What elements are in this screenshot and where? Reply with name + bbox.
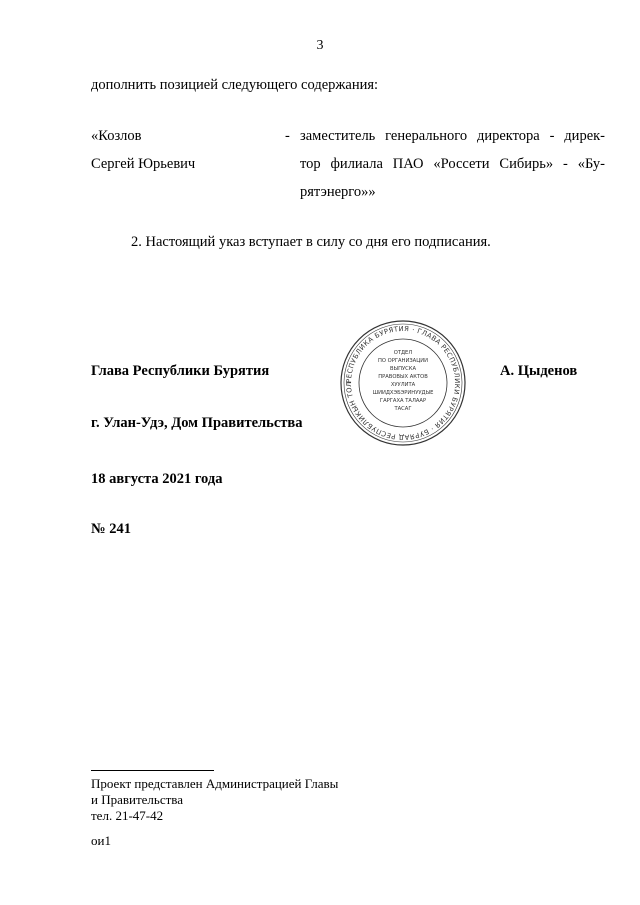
position-name-line1: «Козлов	[91, 128, 142, 144]
position-dash: -	[285, 128, 290, 144]
decree-date: 18 августа 2021 года	[91, 471, 223, 487]
seal-line: ПО ОРГАНИЗАЦИИ	[377, 358, 429, 364]
footnote-line2: и Правительства	[91, 792, 184, 807]
page-number: 3	[316, 38, 324, 53]
seal-line: ГАРГАХА ТАЛААР	[379, 398, 427, 404]
position-desc-line2: тор филиала ПАО «Россети Сибирь» - «Бу-	[300, 156, 605, 172]
signature-role: Глава Республики Бурятия	[91, 363, 270, 379]
seal-line: ВЫПУСКА	[389, 366, 417, 372]
decree-number: № 241	[91, 521, 131, 537]
signature-name: А. Цыденов	[500, 363, 578, 379]
clause-2: 2. Настоящий указ вступает в силу со дня его подписания.	[131, 234, 491, 250]
document-code: ои1	[91, 833, 111, 848]
place: г. Улан-Удэ, Дом Правительства	[91, 415, 303, 431]
seal-line: ОТДЕЛ	[393, 350, 413, 356]
seal-ring-text: РЕСПУБЛИКА БУРЯТИЯ · ГЛАВА РЕСПУБЛИКИ БУРЯТИЯ · БУРЯАД РЕСПУБЛИКЫН ТОЛ	[344, 324, 462, 442]
seal-line: ШИИДХЭБЭРИНУУДЫЕ	[372, 390, 434, 396]
footnote-line3: тел. 21-47-42	[91, 808, 164, 823]
position-desc-line3: рятэнерго»»	[300, 184, 376, 200]
seal-line: ХУУЛИТА	[390, 382, 416, 388]
position-desc-line1: заместитель генерального директора - дирек-	[300, 128, 605, 144]
footnote-line1: Проект представлен Администрацией Главы	[91, 776, 339, 791]
footnote-divider	[91, 770, 214, 771]
position-name-line2: Сергей Юрьевич	[91, 156, 196, 172]
seal-line: ТАСАГ	[394, 406, 412, 412]
intro-text: дополнить позицией следующего содержания:	[91, 77, 379, 93]
seal-line: ПРАВОВЫХ АКТОВ	[378, 374, 428, 380]
official-seal	[338, 318, 468, 448]
